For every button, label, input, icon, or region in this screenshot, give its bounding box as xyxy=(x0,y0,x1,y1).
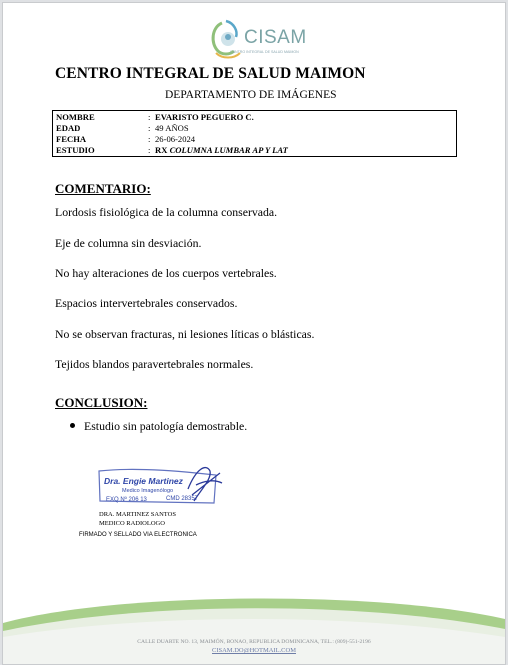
signer-title: MEDICO RADIOLOGO xyxy=(99,520,165,527)
date-sep: : xyxy=(148,134,151,144)
name-label: NOMBRE xyxy=(56,112,95,122)
study-prefix: RX xyxy=(155,145,168,155)
conclusion-item: Estudio sin patología demostrable. xyxy=(84,419,248,433)
comment-heading: COMENTARIO: xyxy=(55,181,151,196)
footer-email[interactable]: CISAM.DO@HOTMAIL.COM xyxy=(212,647,296,654)
signer-name: DRA. MARTINEZ SANTOS xyxy=(99,511,176,518)
age-sep: : xyxy=(148,123,151,133)
age-value: 49 AÑOS xyxy=(155,123,189,133)
patient-info-box xyxy=(52,110,457,157)
comment-line: Espacios intervertebrales conservados. xyxy=(55,296,238,310)
signature-note: FIRMADO Y SELLADO VIA ELECTRONICA xyxy=(79,532,197,538)
logo-emblem-icon xyxy=(208,17,248,61)
conclusion-heading: CONCLUSION: xyxy=(55,395,148,410)
clinic-title: CENTRO INTEGRAL DE SALUD MAIMON xyxy=(55,65,366,82)
cisam-logo xyxy=(208,17,320,61)
logo-subtitle: CENTRO INTEGRAL DE SALUD MAIMON xyxy=(230,50,299,54)
age-label: EDAD xyxy=(56,123,81,133)
name-value: EVARISTO PEGUERO C. xyxy=(155,112,254,122)
stamp-name: Dra. Engie Martinez xyxy=(104,476,183,486)
name-sep: : xyxy=(148,112,151,122)
department-title: DEPARTAMENTO DE IMÁGENES xyxy=(165,89,337,101)
stamp-title: Medico Imagenólogo xyxy=(122,488,174,494)
signature-scribble-icon xyxy=(96,461,226,511)
date-label: FECHA xyxy=(56,134,87,144)
date-value: 26-06-2024 xyxy=(155,134,196,144)
comment-line: Lordosis fisiológica de la columna conservada. xyxy=(55,205,278,219)
study-value xyxy=(155,145,288,155)
bullet-icon xyxy=(70,423,75,428)
comment-line: No se observan fracturas, ni lesiones líticas o blásticas. xyxy=(55,327,315,341)
study-sep: : xyxy=(148,145,151,155)
stamp-cmd: CMD 28357 xyxy=(166,496,199,502)
logo-brand-text: CISAM xyxy=(244,27,307,48)
study-label: ESTUDIO xyxy=(56,145,95,155)
study-name: COLUMNA LUMBAR AP Y LAT xyxy=(169,145,288,155)
stamp-exequatur: EXQ Nº 206 13 xyxy=(106,497,147,503)
report-page xyxy=(2,2,506,665)
comment-line: Eje de columna sin desviación. xyxy=(55,236,202,250)
footer-address: CALLE DUARTE NO. 13, MAIMÓN, BONAO, REPUBLICA DOMINICANA, TEL.: (809)-551-2196 xyxy=(137,639,371,645)
comment-line: Tejidos blandos paravertebrales normales. xyxy=(55,357,254,371)
signature-stamp xyxy=(96,461,226,511)
comment-line: No hay alteraciones de los cuerpos vertebrales. xyxy=(55,266,277,280)
